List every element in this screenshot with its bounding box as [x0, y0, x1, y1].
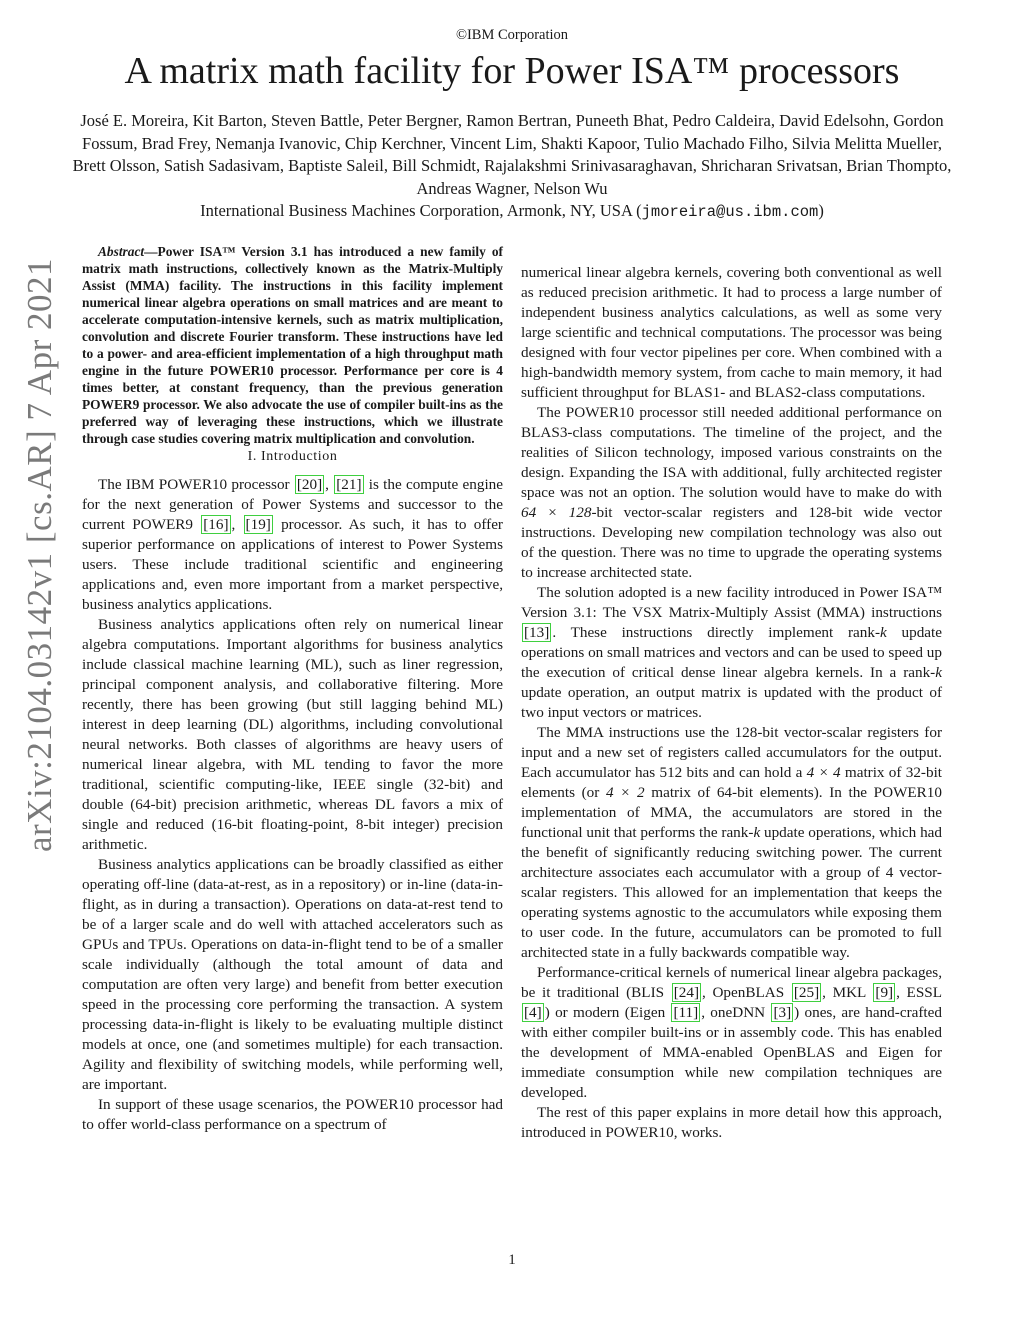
intro-paragraph-8 [521, 963, 942, 1103]
intro-paragraph-3: Business analytics applications can be broadly classified as either operating off-line (data-at-rest, as in a repository) or in-line (data-in-flight, as in during a transaction). Operations on data-at-rest tend to be of a larger scale and do well with attached accelerators such as GPUs and TPUs. Operations on data-in-flight tend to be of a smaller scale individually (although the total amount of data and computation are often very large) and benefit from better execution speed in the processing core performing the transaction. A system processing data-in-flight is likely to be evaluating multiple distinct models at once, one (and sometimes multiple) for each transaction. Agility and flexibility of switching models, while performing well, are important. [82, 856, 503, 1093]
left-column [82, 243, 503, 1135]
text-run: update operation, an output matrix is updated with the product of two input vectors or matrices. [521, 684, 942, 721]
math-variable: k [880, 624, 887, 641]
text-run: -bit vector-scalar registers and 128-bit wide vector instructions. Developing new compilation technology was also out of the question. There was no time to upgrade the operating systems to increase architected state. [521, 504, 943, 581]
intro-paragraph-6 [521, 583, 942, 723]
text-run: , [231, 516, 243, 533]
intro-paragraph-5 [521, 403, 942, 583]
citation-19[interactable]: [19] [245, 516, 271, 533]
abstract-text: —Power ISA™ Version 3.1 has introduced a new family of matrix math instructions, collectively known as the Matrix-Multiply Assist (MMA) facility. The instructions in this facility implement numerical linear algebra operations on small matrices and are meant to accelerate computation-intensive kernels, such as matrix multiplication, convolution and discrete Fourier transform. These instructions have led to a power- and area-efficient implementation of a high throughput math engine in the future POWER10 processor. Performance per core is 4 times better, at constant frequency, than the previous generation POWER9 processor. We also advocate the use of compiler built-ins as the preferred way of leveraging these instructions, which we illustrate through case studies covering matrix multiplication and convolution. [82, 244, 503, 446]
citation-link[interactable] [294, 476, 325, 493]
text-run: , ESSL [896, 984, 943, 1001]
author-email: jmoreira@us.ibm.com [641, 203, 819, 221]
text-run: processor. As such, it has to offer superior performance on applications of interest to Power Systems users. These include traditional scientific and engineering applications and, even more important from a market perspective, business analytics applications. [82, 516, 503, 613]
math-variable: k [935, 664, 942, 681]
citation-link[interactable] [243, 516, 274, 533]
text-run: ) or modern (Eigen [544, 1004, 671, 1021]
citation-11[interactable]: [11] [673, 1004, 699, 1021]
citation-link[interactable] [670, 1004, 701, 1021]
intro-paragraph-4: In support of these usage scenarios, the POWER10 processor had to offer world-class performance on a spectrum of [82, 1096, 503, 1133]
right-column [521, 263, 942, 1143]
text-run: update operations, which had the benefit of significantly reducing switching power. The current architecture associates each accumulator with a group of 4 vector-scalar registers. This allowed for an implementation that keeps the operating systems agnostic to the accumulators while exposing them to user code. In the future, accumulators can be promoted to full architected state in a fully backwards compatible way. [521, 824, 942, 961]
affiliation: International Business Machines Corporation, Armonk, NY, USA (jmoreira@us.ibm.com) [200, 201, 824, 221]
citation-16[interactable]: [16] [203, 516, 229, 533]
citation-link[interactable] [671, 984, 702, 1001]
math-expression: 64 × 128 [521, 504, 592, 521]
text-run: matrix of 32-bit elements (or [521, 764, 943, 801]
abstract-label: Abstract [98, 244, 145, 259]
intro-paragraph-2: Business analytics applications often rely on numerical linear algebra computations. Important algorithms for business analytics include classical machine learning (ML), such as liner regression, principal component analysis, and collaborative filtering. More recently, there has been growing (but still lagging behind ML) interest in deep learning (DL) algorithms, including convolutional neural networks. Both classes of algorithms are heavy users of numerical linear algebra, with ML tending to favor the more traditional, scientific computing-like, IEEE single (32-bit) and double (64-bit) precision arithmetic, whereas DL favors a mix of single and reduced (16-bit floating-point, 8-bit integer) precision arithmetic. [82, 616, 503, 853]
citation-link[interactable] [770, 1004, 794, 1021]
intro-paragraph-7 [521, 723, 942, 963]
citation-3[interactable]: [3] [773, 1004, 792, 1021]
citation-link[interactable] [791, 984, 822, 1001]
text-run: , MKL [822, 984, 873, 1001]
text-run: is the compute engine for the next generation of Power Systems and successor to the current POWER9 [82, 476, 503, 533]
citation-link[interactable] [872, 984, 896, 1001]
text-run: , oneDNN [701, 1004, 771, 1021]
intro-paragraph-4-continued: numerical linear algebra kernels, covering both conventional as well as reduced precision arithmetic. It had to process a large number of independent business analytics calculations, as well as some very large scientific and technical computations. The processor was being designed with four vector pipelines per core. When combined with a high-bandwidth memory system, from cache to main memory, it had sufficient throughput for BLAS1- and BLAS2-class computations. [521, 264, 942, 401]
citation-13[interactable]: [13] [524, 624, 550, 641]
citation-24[interactable]: [24] [673, 984, 700, 1001]
text-run: The POWER10 processor still needed additional performance on BLAS3-class computations. The timeline of the project, and the realities of Silicon technology, imposed various constraints on the design. Expanding the ISA with additional, fully architected register space was not an option. The solution would have to make do with [521, 404, 942, 501]
citation-link[interactable] [521, 1004, 545, 1021]
citation-link[interactable] [521, 624, 552, 641]
abstract [82, 243, 503, 447]
citation-link[interactable] [200, 516, 231, 533]
math-expression: 4 × 2 [605, 784, 645, 801]
text-run: , [325, 476, 334, 493]
text-run: The solution adopted is a new facility introduced in Power ISA™ Version 3.1: The VSX Matrix-Multiply Assist (MMA) instructions [521, 584, 942, 621]
affiliation-text: International Business Machines Corporation, Armonk, NY, USA [200, 201, 632, 220]
paper-title: A matrix math facility for Power ISA™ processors [124, 50, 900, 92]
citation-9[interactable]: [9] [875, 984, 894, 1001]
intro-paragraph-9: The rest of this paper explains in more detail how this approach, introduced in POWER10, works. [521, 1104, 942, 1141]
text-run: Performance-critical kernels of numerical linear algebra packages, be it traditional (BLIS [521, 964, 942, 1001]
text-run: update operations on small matrices and vectors and can be used to speed up the execution of critical dense linear algebra kernels. In a rank- [521, 624, 942, 681]
citation-4[interactable]: [4] [524, 1004, 542, 1021]
author-block [70, 110, 954, 224]
citation-link[interactable] [333, 476, 364, 493]
citation-25[interactable]: [25] [793, 984, 820, 1001]
citation-21[interactable]: [21] [336, 476, 362, 493]
page-number: 1 [508, 1252, 516, 1268]
arxiv-stamp: arXiv:2104.03142v1 [cs.AR] 7 Apr 2021 [20, 257, 59, 853]
text-run: . These instructions directly implement rank- [552, 624, 881, 641]
citation-20[interactable]: [20] [296, 476, 323, 493]
text-run: ) ones, are hand-crafted with either compiler built-ins or in assembly code. This has enabled the development of MMA-enabled OpenBLAS and Eigen for immediate consumption while new compilation techniques are developed. [521, 1004, 942, 1101]
text-run: matrix of 64-bit elements). In the POWER10 implementation of MMA, the accumulators are stored in the functional unit that performs the rank- [521, 784, 942, 841]
copyright-notice: ©IBM Corporation [455, 27, 569, 43]
text-run: The IBM POWER10 processor [98, 476, 294, 493]
math-variable: k [753, 824, 761, 841]
section-heading-introduction: I. Introduction [247, 449, 338, 464]
math-expression: 4 × 4 [806, 764, 841, 781]
author-list: José E. Moreira, Kit Barton, Steven Battle, Peter Bergner, Ramon Bertran, Puneeth Bhat, Pedro Caldeira, David Edelsohn, Gordon Fossum, Brad Frey, Nemanja Ivanovic, Chip Kerchner, Vincent Lim, Shakti Kapoor, Tulio Machado Filho, Silvia Melitta Mueller, Brett Olsson, Satish Sadasivam, Baptiste Saleil, Bill Schmidt, Rajalakshmi Srinivasaraghavan, Shricharan Srivatsan, Brian Thompto, Andreas Wagner, Nelson Wu [72, 111, 952, 198]
text-run: The MMA instructions use the 128-bit vector-scalar registers for input and a new set of registers called accumulators for the output. Each accumulator has 512 bits and can hold a [521, 724, 942, 781]
intro-paragraph-1 [82, 475, 503, 615]
text-run: , OpenBLAS [702, 984, 791, 1001]
